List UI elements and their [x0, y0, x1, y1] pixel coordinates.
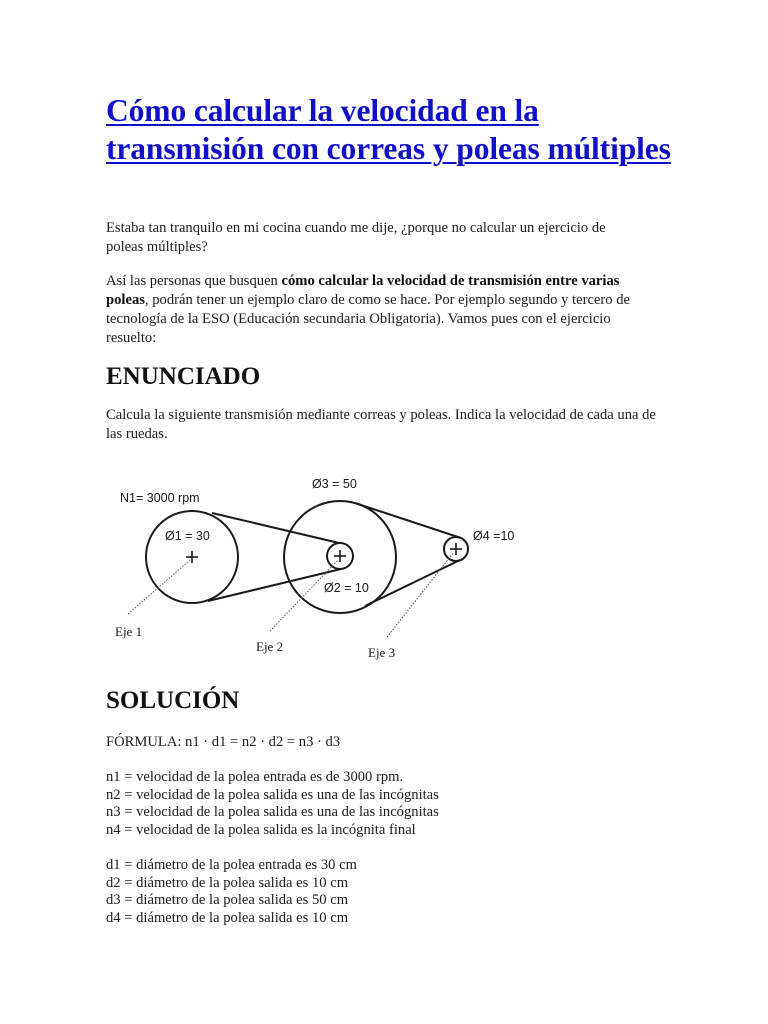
second-paragraph-suffix: , podrán tener un ejemplo claro de como se hace. Por ejemplo segundo y tercero de tecnología de la ESO (Educación secundaria Obligatoria). Vamos pues con el ejercicio resuelto: [106, 292, 630, 346]
pulley-diagram-svg [100, 470, 540, 670]
eje-2-leader [270, 560, 338, 631]
second-paragraph-prefix: Así las personas que busquen [106, 273, 282, 289]
n1-label: N1= 3000 rpm [120, 491, 200, 505]
solucion-heading: SOLUCIÓN [106, 687, 240, 714]
diameter-item-d4: d4 = diámetro de la polea salida es 10 cm [106, 909, 349, 926]
formula: FÓRMULA: n1 · d1 = n2 · d2 = n3 · d3 [106, 734, 341, 750]
title-line-2: transmisión con correas y poleas múltiples [106, 131, 671, 166]
article-title-link[interactable] [106, 93, 671, 166]
second-paragraph-bold: cómo calcular la velocidad de transmisión entre varias poleas [106, 273, 620, 308]
belt-1-top [212, 513, 339, 543]
article-title [106, 92, 686, 168]
d3-label: Ø3 = 50 [312, 477, 357, 491]
enunciado-text: Calcula la siguiente transmisión mediante correas y poleas. Indica la velocidad de cada una de las ruedas. [106, 407, 656, 442]
eje-3-label: Eje 3 [368, 645, 396, 660]
enunciado-heading: ENUNCIADO [106, 363, 261, 390]
velocity-item-n2: n2 = velocidad de la polea salida es una de las incógnitas [106, 786, 439, 803]
intro-paragraph: Estaba tan tranquilo en mi cocina cuando me dije, ¿porque no calcular un ejercicio de poleas múltiples? [106, 220, 606, 255]
velocity-item-n1: n1 = velocidad de la polea entrada es de 3000 rpm. [106, 769, 404, 785]
d1-label: Ø1 = 30 [165, 529, 210, 543]
velocity-item-n3: n3 = velocidad de la polea salida es una de las incógnitas [106, 804, 439, 820]
second-paragraph [106, 272, 646, 348]
pulley-diagram [100, 470, 540, 670]
velocity-item-n4: n4 = velocidad de la polea salida es la incógnita final [106, 821, 416, 838]
diameter-item-d2: d2 = diámetro de la polea salida es 10 cm [106, 874, 349, 891]
eje-2-label: Eje 2 [256, 639, 284, 654]
diameter-item-d1: d1 = diámetro de la polea entrada es 30 cm [106, 857, 357, 873]
d2-label: Ø2 = 10 [324, 581, 369, 595]
velocity-list [106, 768, 646, 838]
belt-2-bottom [365, 560, 460, 606]
diameter-list [106, 856, 646, 926]
eje-1-leader [128, 560, 190, 614]
belt-2-top [358, 504, 461, 538]
d4-label: Ø4 =10 [473, 529, 515, 543]
eje-3-leader [387, 552, 454, 637]
diameter-item-d3: d3 = diámetro de la polea salida es 50 cm [106, 892, 349, 908]
title-line-1: Cómo calcular la velocidad en la [106, 93, 539, 128]
eje-1-label: Eje 1 [115, 624, 143, 639]
